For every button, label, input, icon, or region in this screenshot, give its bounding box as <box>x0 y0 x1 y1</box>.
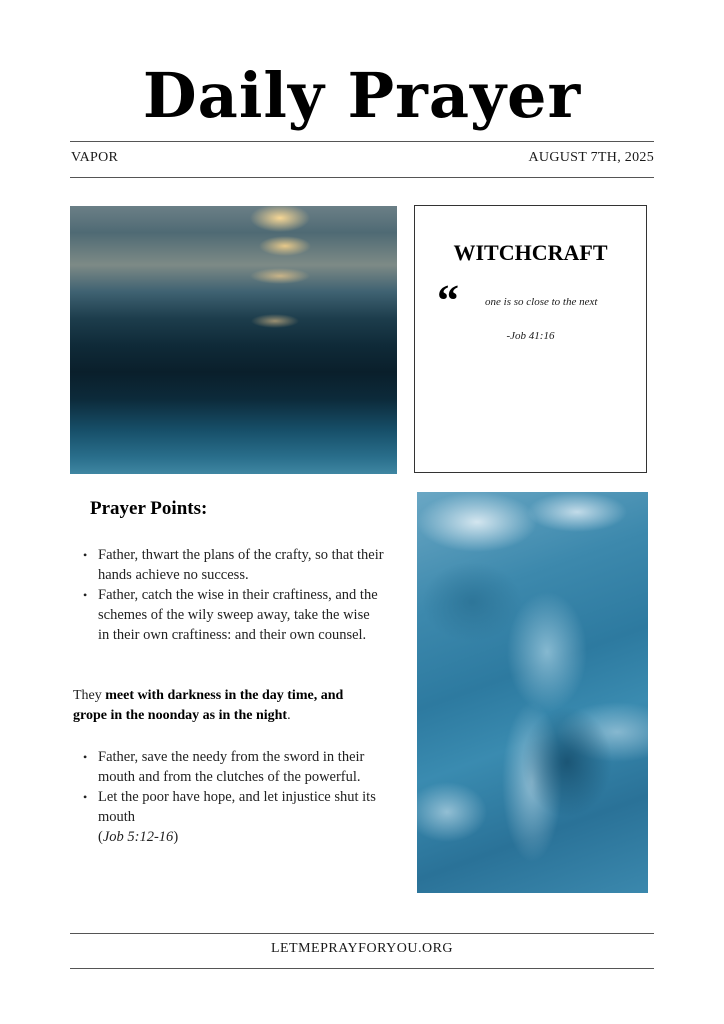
header-left-label: VAPOR <box>71 150 119 165</box>
prayer-points-heading: Prayer Points: <box>90 498 208 519</box>
header-top-rule <box>70 141 654 142</box>
prayer-list-1 <box>79 545 384 645</box>
scripture-citation <box>98 829 178 845</box>
quote-title: WITCHCRAFT <box>453 240 608 265</box>
prayer-item: • Father, save the needy from the sword in their mouth and from the clutches of the powerful. <box>79 747 384 787</box>
footer-website: LETMEPRAYFORYOU.ORG <box>270 941 454 956</box>
ocean-wave-image <box>70 206 397 474</box>
quote-reference: -Job 41:16 <box>506 330 555 342</box>
header-date: AUGUST 7TH, 2025 <box>528 150 654 165</box>
footer-bottom-rule <box>70 968 654 969</box>
citation-open-paren: ( <box>98 829 103 845</box>
prayer-list-2 <box>79 747 384 847</box>
quote-box <box>414 205 647 473</box>
left-double-quote-icon: “ <box>437 276 459 325</box>
turquoise-water-image <box>417 492 648 893</box>
verse-paragraph <box>73 686 373 726</box>
footer-top-rule <box>70 933 654 934</box>
citation-close-paren: ) <box>173 829 179 845</box>
prayer-item-text: Let the poor have hope, and let injustice shut its mouth <box>98 789 376 825</box>
verse-suffix: . <box>287 708 291 723</box>
header-bottom-rule <box>70 177 654 178</box>
quote-text: one is so close to the next <box>485 296 598 308</box>
prayer-item <box>79 787 384 847</box>
verse-prefix: They <box>73 688 106 703</box>
citation-reference: Job 5:12-16 <box>102 829 174 845</box>
prayer-item: • Father, thwart the plans of the crafty, so that their hands achieve no success. <box>79 545 384 585</box>
prayer-item: • Father, catch the wise in their craftiness, and the schemes of the wily sweep away, take the wise in their own craftiness: and their own counsel. <box>79 585 384 645</box>
page-title: Daily Prayer <box>142 59 582 132</box>
verse-bold-text: meet with darkness in the day time, and grope in the noonday as in the night <box>73 688 344 723</box>
